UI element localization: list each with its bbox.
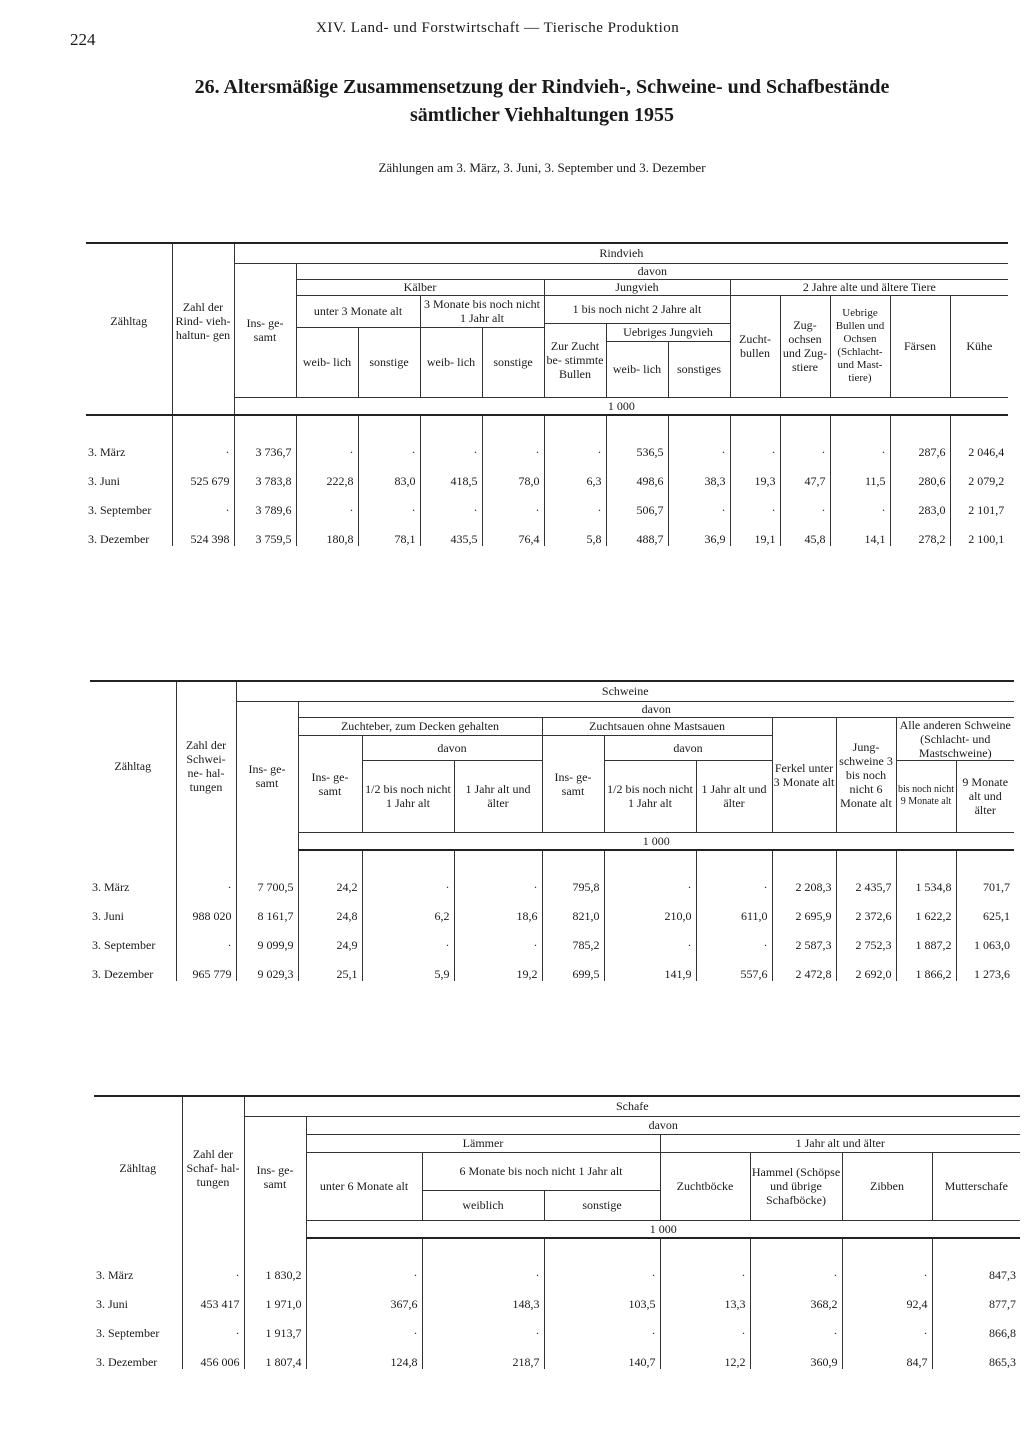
zuchtsauen-halb-bis-1-jahr: 1/2 bis noch nicht 1 Jahr alt — [604, 760, 696, 832]
row-label: 3. Juni — [90, 894, 176, 923]
table-row — [94, 1282, 1020, 1311]
row-label: 3. Dezember — [90, 952, 176, 981]
cell: · — [750, 1311, 842, 1340]
cell: · — [730, 488, 780, 517]
cell: · — [660, 1311, 750, 1340]
cell: 5,9 — [362, 952, 454, 981]
col-ferkel: Ferkel unter 3 Monate alt — [772, 717, 836, 832]
row-label: 3. Juni — [86, 459, 172, 488]
table-row — [94, 1311, 1020, 1340]
group-rindvieh: Rindvieh — [234, 243, 1008, 263]
cell: · — [482, 430, 544, 459]
group-laemmer: Lämmer — [306, 1134, 660, 1152]
col-faersen: Färsen — [890, 295, 950, 397]
cell: 280,6 — [890, 459, 950, 488]
group-schweine: Schweine — [236, 681, 1014, 701]
cell: 24,2 — [298, 865, 362, 894]
cell: 5,8 — [544, 517, 606, 546]
col-zaehltag: Zähltag — [94, 1096, 182, 1238]
jungvieh-sonstiges: sonstiges — [668, 341, 730, 397]
cell: 14,1 — [830, 517, 890, 546]
cell: 24,9 — [298, 923, 362, 952]
cell: 524 398 — [172, 517, 234, 546]
jungvieh-1-bis-2-jahre: 1 bis noch nicht 2 Jahre alt — [544, 295, 730, 323]
cell: 9 099,9 — [236, 923, 298, 952]
cell: 557,6 — [696, 952, 772, 981]
col-mutterschafe: Mutterschafe — [944, 1179, 1008, 1193]
cell: 141,9 — [604, 952, 696, 981]
cell: · — [296, 430, 358, 459]
row-label: 3. September — [90, 923, 176, 952]
davon-label: davon — [298, 701, 1014, 717]
cell: 278,2 — [890, 517, 950, 546]
cell: 3 783,8 — [234, 459, 296, 488]
cell: 1 866,2 — [896, 952, 956, 981]
cell: 1 887,2 — [896, 923, 956, 952]
cell: 2 101,7 — [968, 503, 1005, 517]
cell: 795,8 — [542, 865, 604, 894]
row-label: 3. September — [86, 488, 172, 517]
group-zuchtsauen: Zuchtsauen ohne Mastsauen — [542, 717, 772, 735]
cell: 866,8 — [989, 1326, 1017, 1340]
cell: 78,1 — [358, 517, 420, 546]
cell: 24,8 — [298, 894, 362, 923]
cell: 367,6 — [306, 1282, 422, 1311]
cell: 821,0 — [542, 894, 604, 923]
cell: 210,0 — [604, 894, 696, 923]
col-zaehltag: Zähltag — [90, 681, 176, 850]
row-label: 3. März — [94, 1253, 182, 1282]
cell: 988 020 — [176, 894, 236, 923]
group-zuchteber: Zuchteber, zum Decken gehalten — [298, 717, 542, 735]
cell: · — [696, 923, 772, 952]
cell: 2 208,3 — [772, 865, 836, 894]
cell: 701,7 — [983, 880, 1010, 894]
cell: 3 789,6 — [234, 488, 296, 517]
col-6m-sonstige: sonstige — [544, 1190, 660, 1220]
cell: 1 913,7 — [244, 1311, 306, 1340]
cell: 435,5 — [420, 517, 482, 546]
cell: · — [422, 1311, 544, 1340]
cell: · — [482, 488, 544, 517]
cell: · — [842, 1311, 932, 1340]
col-unter-6-monate: unter 6 Monate alt — [306, 1152, 422, 1220]
row-label: 3. September — [94, 1311, 182, 1340]
cell: 38,3 — [668, 459, 730, 488]
cell: · — [422, 1253, 544, 1282]
schafe-table — [94, 1095, 1020, 1369]
cell: 222,8 — [296, 459, 358, 488]
cell: · — [780, 488, 830, 517]
jungvieh-weiblich: weib- lich — [606, 341, 668, 397]
cell: 2 692,0 — [836, 952, 896, 981]
cell: 2 435,7 — [836, 865, 896, 894]
kaelber-3m-weiblich: weib- lich — [420, 327, 482, 397]
row-label: 3. Juni — [94, 1282, 182, 1311]
cell: 965 779 — [176, 952, 236, 981]
col-ab-9-monate: 9 Monate alt und älter — [962, 775, 1009, 817]
kaelber-3-monate-bis-1-jahr: 3 Monate bis noch nicht 1 Jahr alt — [420, 295, 544, 327]
cell: · — [830, 488, 890, 517]
cell: · — [544, 1253, 660, 1282]
col-kuehe: Kühe — [966, 339, 993, 353]
cell: 1 273,6 — [974, 967, 1010, 981]
col-insgesamt: Ins- ge- samt — [236, 701, 298, 850]
cell: 2 079,2 — [968, 474, 1005, 488]
cell: 180,8 — [296, 517, 358, 546]
cell: 12,2 — [660, 1340, 750, 1369]
cell: · — [176, 865, 236, 894]
running-head: XIV. Land- und Forstwirtschaft — Tierische Produktion — [316, 20, 680, 36]
cell: 6,3 — [544, 459, 606, 488]
row-label: 3. Dezember — [94, 1340, 182, 1369]
cell: 611,0 — [696, 894, 772, 923]
cell: · — [172, 430, 234, 459]
cell: · — [750, 1253, 842, 1282]
col-insgesamt: Ins- ge- samt — [244, 1116, 306, 1238]
cell: · — [172, 488, 234, 517]
cell: 3 759,5 — [234, 517, 296, 546]
col-zahl-haltungen: Zahl der Schwei- ne- hal- tungen — [176, 681, 236, 850]
cell: · — [830, 430, 890, 459]
cell: 785,2 — [542, 923, 604, 952]
cell: 148,3 — [422, 1282, 544, 1311]
table-title-line-1: 26. Altersmäßige Zusammensetzung der Rindvieh-, Schweine- und Schafbestände — [194, 76, 890, 98]
cell: 847,3 — [989, 1268, 1017, 1282]
cell: 506,7 — [606, 488, 668, 517]
cell: 625,1 — [983, 909, 1010, 923]
schweine-table — [90, 680, 1014, 981]
cell: 18,6 — [454, 894, 542, 923]
table-row — [90, 865, 1014, 894]
zuchtsauen-1-jahr-aelter: 1 Jahr alt und älter — [696, 760, 772, 832]
cell: 498,6 — [606, 459, 668, 488]
cell: · — [544, 430, 606, 459]
table-row — [90, 923, 1014, 952]
cell: 19,1 — [730, 517, 780, 546]
cell: · — [362, 923, 454, 952]
cell: 13,3 — [660, 1282, 750, 1311]
col-zuchtbullen: Zucht- bullen — [730, 295, 780, 397]
row-label: 3. März — [90, 865, 176, 894]
zuchteber-1-jahr-aelter: 1 Jahr alt und älter — [454, 760, 542, 832]
cell: 360,9 — [750, 1340, 842, 1369]
group-jungvieh: Jungvieh — [544, 279, 730, 295]
cell: · — [296, 488, 358, 517]
davon-label: davon — [296, 263, 1008, 279]
table-row — [86, 430, 1008, 459]
cell: 525 679 — [172, 459, 234, 488]
cell: · — [306, 1311, 422, 1340]
kaelber-unter-3-monate: unter 3 Monate alt — [296, 295, 420, 327]
cell: 92,4 — [842, 1282, 932, 1311]
zuchteber-halb-bis-1-jahr: 1/2 bis noch nicht 1 Jahr alt — [362, 760, 454, 832]
cell: · — [420, 488, 482, 517]
cell: · — [668, 430, 730, 459]
kaelber-unter3-sonstige: sonstige — [358, 327, 420, 397]
col-zaehltag: Zähltag — [86, 243, 172, 397]
zuchteber-davon: davon — [362, 735, 542, 760]
cell: 2 695,9 — [772, 894, 836, 923]
cell: 11,5 — [830, 459, 890, 488]
cell: · — [604, 923, 696, 952]
cell: 2 752,3 — [836, 923, 896, 952]
cell: · — [176, 923, 236, 952]
col-insgesamt: Ins- ge- samt — [234, 263, 296, 397]
group-ein-jahr: 1 Jahr alt und älter — [660, 1134, 1020, 1152]
cell: 1 534,8 — [896, 865, 956, 894]
cell: 1 807,4 — [244, 1340, 306, 1369]
kaelber-3m-sonstige: sonstige — [482, 327, 544, 397]
table-row — [94, 1340, 1020, 1369]
cell: 456 006 — [182, 1340, 244, 1369]
rindvieh-table — [86, 242, 1008, 546]
kaelber-unter3-weiblich: weib- lich — [296, 327, 358, 397]
cell: 84,7 — [842, 1340, 932, 1369]
cell: 1 622,2 — [896, 894, 956, 923]
cell: · — [306, 1253, 422, 1282]
cell: 2 046,4 — [968, 445, 1005, 459]
col-zur-zucht-bullen: Zur Zucht be- stimmte Bullen — [544, 323, 606, 397]
cell: 78,0 — [482, 459, 544, 488]
cell: · — [544, 1311, 660, 1340]
cell: 7 700,5 — [236, 865, 298, 894]
table-row — [90, 894, 1014, 923]
cell: 283,0 — [890, 488, 950, 517]
cell: 2 587,3 — [772, 923, 836, 952]
cell: · — [842, 1253, 932, 1282]
zuchtsauen-insgesamt: Ins- ge- samt — [542, 735, 604, 832]
cell: 865,3 — [989, 1355, 1017, 1369]
table-subtitle: Zählungen am 3. März, 3. Juni, 3. September und 3. Dezember — [378, 160, 706, 175]
row-label: 3. März — [86, 430, 172, 459]
group-zwei-jahre: 2 Jahre alte und ältere Tiere — [730, 279, 1008, 295]
cell: · — [182, 1311, 244, 1340]
cell: 8 161,7 — [236, 894, 298, 923]
cell: 877,7 — [989, 1297, 1017, 1311]
cell: 699,5 — [542, 952, 604, 981]
group-uebriges-jungvieh: Uebriges Jungvieh — [606, 323, 730, 341]
cell: 2 100,1 — [968, 532, 1005, 546]
col-hammel: Hammel (Schöpse und übrige Schafböcke) — [750, 1152, 842, 1220]
col-zuchtboecke: Zuchtböcke — [660, 1152, 750, 1220]
cell: · — [668, 488, 730, 517]
cell: · — [780, 430, 830, 459]
cell: 1 971,0 — [244, 1282, 306, 1311]
cell: 1 830,2 — [244, 1253, 306, 1282]
cell: 1 063,0 — [974, 938, 1010, 952]
cell: 2 472,8 — [772, 952, 836, 981]
col-6m-weiblich: weiblich — [422, 1190, 544, 1220]
cell: 418,5 — [420, 459, 482, 488]
cell: 36,9 — [668, 517, 730, 546]
cell: 536,5 — [606, 430, 668, 459]
cell: · — [454, 865, 542, 894]
cell: 488,7 — [606, 517, 668, 546]
col-zibben: Zibben — [842, 1152, 932, 1220]
table-row — [94, 1253, 1020, 1282]
cell: · — [730, 430, 780, 459]
table-row — [86, 517, 1008, 546]
col-zahl-haltungen: Zahl der Schaf- hal- tungen — [182, 1096, 244, 1238]
cell: 9 029,3 — [236, 952, 298, 981]
cell: 2 372,6 — [836, 894, 896, 923]
cell: 6,2 — [362, 894, 454, 923]
cell: 19,2 — [454, 952, 542, 981]
zuchtsauen-davon: davon — [604, 735, 772, 760]
cell: 140,7 — [544, 1340, 660, 1369]
unit-label: 1 000 — [234, 397, 1008, 415]
cell: 83,0 — [358, 459, 420, 488]
row-label: 3. Dezember — [86, 517, 172, 546]
unit-label: 1 000 — [306, 1220, 1020, 1238]
cell: 3 736,7 — [234, 430, 296, 459]
group-6-monate-bis-1-jahr: 6 Monate bis noch nicht 1 Jahr alt — [422, 1152, 660, 1190]
cell: · — [182, 1253, 244, 1282]
cell: · — [660, 1253, 750, 1282]
table-row — [86, 488, 1008, 517]
cell: 218,7 — [422, 1340, 544, 1369]
cell: · — [420, 430, 482, 459]
cell: 368,2 — [750, 1282, 842, 1311]
cell: 453 417 — [182, 1282, 244, 1311]
cell: · — [362, 865, 454, 894]
cell: 47,7 — [780, 459, 830, 488]
col-zugochsen: Zug- ochsen und Zug- stiere — [780, 295, 830, 397]
cell: · — [358, 430, 420, 459]
table-title-line-2: sämtlicher Viehhaltungen 1955 — [409, 104, 675, 126]
group-kaelber: Kälber — [296, 279, 544, 295]
cell: 76,4 — [482, 517, 544, 546]
cell: · — [454, 923, 542, 952]
cell: · — [544, 488, 606, 517]
col-jungschweine: Jung- schweine 3 bis noch nicht 6 Monate alt — [836, 717, 896, 832]
cell: 124,8 — [306, 1340, 422, 1369]
cell: · — [696, 865, 772, 894]
unit-label: 1 000 — [298, 832, 1014, 850]
cell: 45,8 — [780, 517, 830, 546]
cell: · — [358, 488, 420, 517]
zuchteber-insgesamt: Ins- ge- samt — [298, 735, 362, 832]
table-row — [86, 459, 1008, 488]
col-bis-9-monate: bis noch nicht 9 Monate alt — [896, 760, 956, 832]
cell: 103,5 — [544, 1282, 660, 1311]
page-number: 224 — [70, 30, 96, 49]
davon-label: davon — [306, 1116, 1020, 1134]
cell: 25,1 — [298, 952, 362, 981]
cell: · — [604, 865, 696, 894]
cell: 287,6 — [890, 430, 950, 459]
table-row — [90, 952, 1014, 981]
group-schafe: Schafe — [244, 1096, 1020, 1116]
group-alle-anderen: Alle anderen Schweine (Schlacht- und Mastschweine) — [896, 717, 1014, 760]
cell: 19,3 — [730, 459, 780, 488]
col-zahl-haltungen: Zahl der Rind- vieh- haltun- gen — [172, 243, 234, 397]
col-uebrige-bullen: Uebrige Bullen und Ochsen (Schlacht- und Mast- tiere) — [830, 295, 890, 397]
